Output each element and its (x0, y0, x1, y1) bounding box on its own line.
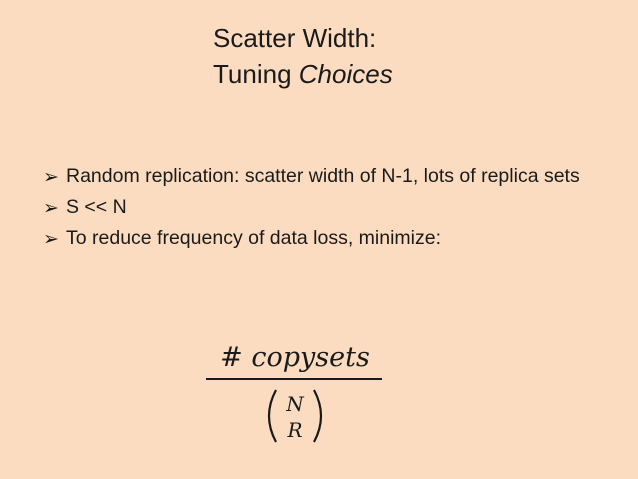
bullet-item (44, 162, 604, 190)
slide-title (213, 20, 513, 92)
bullet-list (44, 162, 604, 255)
bullet-item (44, 193, 604, 221)
arrow-bullet-icon: ➢ (43, 197, 59, 219)
binomial-bottom: R (287, 418, 303, 442)
arrow-bullet-icon: ➢ (43, 228, 59, 250)
right-paren (314, 390, 321, 442)
arrow-bullet-icon: ➢ (43, 166, 59, 188)
title-line-2-plain: Tuning (213, 59, 299, 89)
bullet-text: S << N (66, 196, 127, 218)
bullet-item (44, 224, 604, 252)
bullet-text: To reduce frequency of data loss, minimize: (66, 227, 442, 249)
title-line-2 (213, 56, 513, 92)
title-line-2-italic: Choices (298, 59, 393, 89)
bullet-text: Random replication: scatter width of N-1, lots of replica sets (66, 165, 580, 187)
left-paren (269, 390, 276, 442)
formula-svg (200, 332, 390, 452)
binomial-top: N (286, 392, 304, 416)
formula (200, 332, 390, 452)
formula-numerator: # copysets (220, 342, 370, 373)
title-line-1: Scatter Width: (213, 23, 377, 53)
